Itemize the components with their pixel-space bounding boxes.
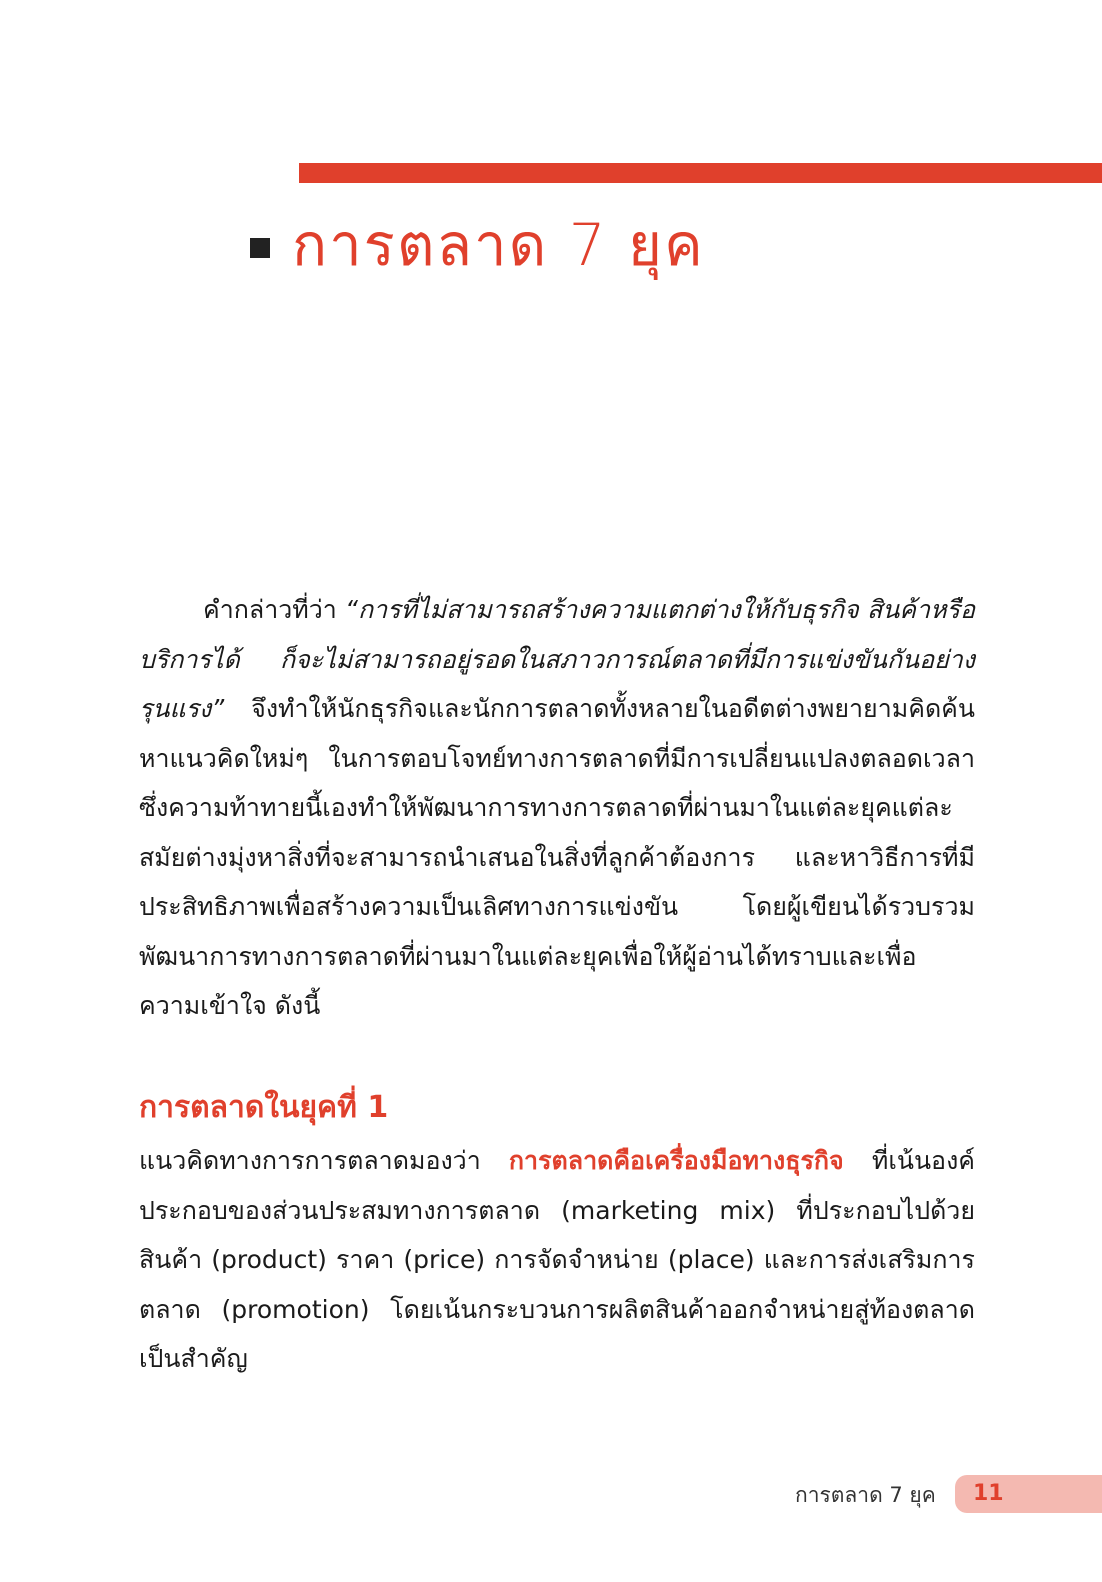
page-number-tab xyxy=(955,1475,1102,1513)
chapter-title-block xyxy=(250,205,705,285)
header-accent-bar xyxy=(299,163,1102,183)
section-emphasis: การตลาดคือเครื่องมือทางธุรกิจ xyxy=(508,1146,844,1175)
section-rest: ที่เน้นองค์ประกอบของส่วนประสมทางการตลาด (marketing mix) ที่ประกอบไปด้วยสินค้า (product) ราคา (price) การจัดจำหน่าย (place) และการส่งเสริมการตลาด (promotion) โดยเน้นกระบวนการผลิตสินค้าออกจำหน่ายสู่ท้องตลาดเป็นสำคัญ xyxy=(139,1146,975,1373)
intro-rest: จึงทำให้นักธุรกิจและนักการตลาดทั้งหลายในอดีตต่างพยายามคิดค้นหาแนวคิดใหม่ๆ ในการตอบโจทย์ทางการตลาดที่มีการเปลี่ยนแปลงตลอดเวลา ซึ่งความท้าทายนี้เองทำให้พัฒนาการทางการตลาดที่ผ่านมาในแต่ละยุคแต่ละสมัยต่างมุ่งหาสิ่งที่จะสามารถนำเสนอในสิ่งที่ลูกค้าต้องการ และหาวิธีการที่มีประสิทธิภาพเพื่อสร้างความเป็นเลิศทางการแข่งขัน โดยผู้เขียนได้รวบรวมพัฒนาการทางการตลาดที่ผ่านมาในแต่ละยุคเพื่อให้ผู้อ่านได้ทราบและเพื่อความเข้าใจ ดังนี้ xyxy=(139,694,975,1020)
intro-quote: “การที่ไม่สามารถสร้างความแตกต่างให้กับธุรกิจ สินค้าหรือบริการได้ ก็จะไม่สามารถอยู่รอดในสภาวการณ์ตลาดที่มีการแข่งขันกันอย่างรุนแรง” xyxy=(139,595,975,723)
section-lead: แนวคิดทางการการตลาดมองว่า xyxy=(139,1146,509,1175)
square-bullet-icon xyxy=(250,238,270,258)
chapter-title: การตลาด 7 ยุค xyxy=(292,211,705,279)
section-paragraph xyxy=(139,1136,975,1384)
running-footer-title: การตลาด 7 ยุค xyxy=(795,1483,936,1507)
intro-lead: คำกล่าวที่ว่า xyxy=(203,595,345,624)
section-heading: การตลาดในยุคที่ 1 xyxy=(139,1090,389,1125)
intro-paragraph xyxy=(139,585,975,1031)
page-number: 11 xyxy=(973,1481,1004,1506)
